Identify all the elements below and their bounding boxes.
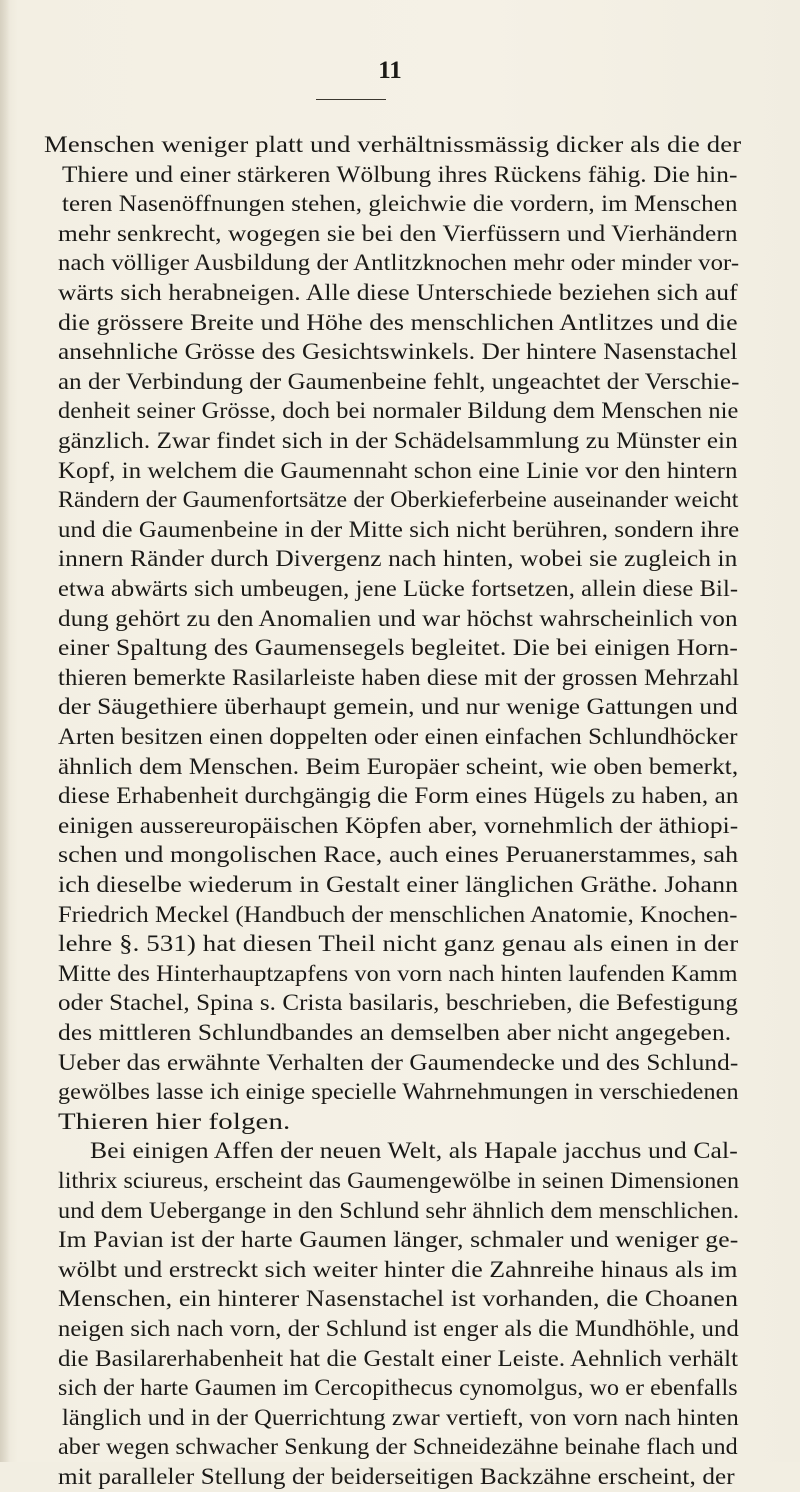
text-line: Kopf, in welchem die Gaumennaht schon eine Linie vor den hintern bbox=[58, 457, 738, 484]
text-line: oder Stachel, Spina s. Crista basilaris, beschrieben, die Befestigung bbox=[58, 990, 738, 1017]
text-line: Thieren hier folgen. bbox=[58, 1108, 291, 1135]
text-line: teren Nasenöffnungen stehen, gleichwie die vordern, im Menschen bbox=[62, 191, 738, 218]
text-line: mit paralleler Stellung der beiderseitigen Backzähne erscheint, der bbox=[58, 1464, 735, 1490]
text-line: diese Erhabenheit durchgängig die Form eines Hügels zu haben, an bbox=[58, 783, 739, 810]
text-line: lithrix sciureus, erscheint das Gaumengewölbe in seinen Dimensionen bbox=[58, 1168, 740, 1194]
text-line: Rändern der Gaumenfortsätze der Oberkieferbeine auseinander weicht bbox=[58, 487, 739, 514]
text-line: einer Spaltung des Gaumensegels begleitet. Die bei einigen Horn- bbox=[58, 635, 738, 662]
text-line: Arten besitzen einen doppelten oder einen einfachen Schlundhöcker bbox=[58, 724, 738, 750]
text-line: mehr senkrecht, wogegen sie bei den Vierfüssern und Vierhändern bbox=[58, 220, 738, 247]
text-line: dung gehört zu den Anomalien und war höchst wahrscheinlich von bbox=[58, 605, 738, 632]
text-line: ähnlich dem Menschen. Beim Europäer scheint, wie oben bemerkt, bbox=[58, 753, 739, 780]
text-line: Menschen, ein hinterer Nasenstachel ist vorhanden, die Choanen bbox=[58, 1286, 739, 1313]
text-line: aber wegen schwacher Senkung der Schneidezähne beinahe flach und bbox=[58, 1434, 738, 1461]
text-line: Menschen weniger platt und verhältnissmässig dicker als die der bbox=[44, 132, 742, 158]
header-rule bbox=[316, 99, 386, 100]
text-line: die Basilarerhabenheit hat die Gestalt einer Leiste. Aehnlich verhält bbox=[58, 1345, 739, 1372]
text-line: Im Pavian ist der harte Gaumen länger, schmaler und weniger ge- bbox=[58, 1227, 739, 1254]
text-line: thieren bemerkte Rasilarleiste haben diese mit der grossen Mehrzahl bbox=[58, 664, 740, 691]
text-line: einigen aussereuropäischen Köpfen aber, vornehmlich der äthiopi- bbox=[58, 812, 739, 839]
page-number: 11 bbox=[378, 57, 402, 84]
text-line: innern Ränder durch Divergenz nach hinten, wobei sie zugleich in bbox=[58, 546, 738, 573]
text-line: an der Verbindung der Gaumenbeine fehlt, ungeachtet der Verschie- bbox=[58, 368, 740, 395]
text-line: etwa abwärts sich umbeugen, jene Lücke fortsetzen, allein diese Bil- bbox=[58, 576, 739, 602]
text-line: Ueber das erwähnte Verhalten der Gaumendecke und des Schlund- bbox=[58, 1049, 739, 1076]
text-line: ich dieselbe wiederum in Gestalt einer länglichen Gräthe. Johann bbox=[58, 872, 739, 898]
text-line: der Säugethiere überhaupt gemein, und nur wenige Gattungen und bbox=[58, 694, 738, 721]
text-line: lehre §. 531) hat diesen Theil nicht ganz genau als einen in der bbox=[58, 931, 739, 958]
text-line: denheit seiner Grösse, doch bei normaler Bildung dem Menschen nie bbox=[58, 398, 739, 425]
text-line: und die Gaumenbeine in der Mitte sich nicht berühren, sondern ihre bbox=[58, 516, 740, 543]
text-line: gänzlich. Zwar findet sich in der Schädelsammlung zu Münster ein bbox=[58, 428, 738, 454]
text-line: Friedrich Meckel (Handbuch der menschlichen Anatomie, Knochen- bbox=[58, 901, 738, 928]
text-line: die grössere Breite und Höhe des menschlichen Antlitzes und die bbox=[58, 309, 738, 336]
text-line: nach völliger Ausbildung der Antlitzknochen mehr oder minder vor- bbox=[58, 250, 740, 277]
text-line: schen und mongolischen Race, auch eines Peruanerstammes, sah bbox=[58, 842, 739, 869]
text-line: neigen sich nach vorn, der Schlund ist enger als die Mundhöhle, und bbox=[58, 1316, 739, 1342]
text-line: ansehnliche Grösse des Gesichtswinkels. Der hintere Nasenstachel bbox=[58, 339, 738, 366]
text-line: Mitte des Hinterhauptzapfens von vorn nach hinten laufenden Kamm bbox=[58, 960, 738, 987]
text-line: sich der harte Gaumen im Cercopithecus cynomolgus, wo er ebenfalls bbox=[58, 1375, 738, 1402]
page-binding-shadow bbox=[0, 0, 10, 1462]
text-line: wölbt und erstreckt sich weiter hinter die Zahnreihe hinaus als im bbox=[58, 1256, 738, 1283]
text-line: länglich und in der Querrichtung zwar vertieft, von vorn nach hinten bbox=[62, 1404, 739, 1431]
text-line: Thiere und einer stärkeren Wölbung ihres Rückens fähig. Die hin- bbox=[62, 161, 738, 188]
text-line: wärts sich herabneigen. Alle diese Unterschiede beziehen sich auf bbox=[58, 280, 738, 306]
text-line: gewölbes lasse ich einige specielle Wahrnehmungen in verschiedenen bbox=[58, 1079, 739, 1106]
text-line: Bei einigen Affen der neuen Welt, als Hapale jacchus und Cal- bbox=[90, 1138, 738, 1165]
text-line: des mittleren Schlundbandes an demselben aber nicht angegeben. bbox=[58, 1020, 732, 1046]
text-line: und dem Uebergange in den Schlund sehr ähnlich dem menschlichen. bbox=[58, 1197, 740, 1224]
